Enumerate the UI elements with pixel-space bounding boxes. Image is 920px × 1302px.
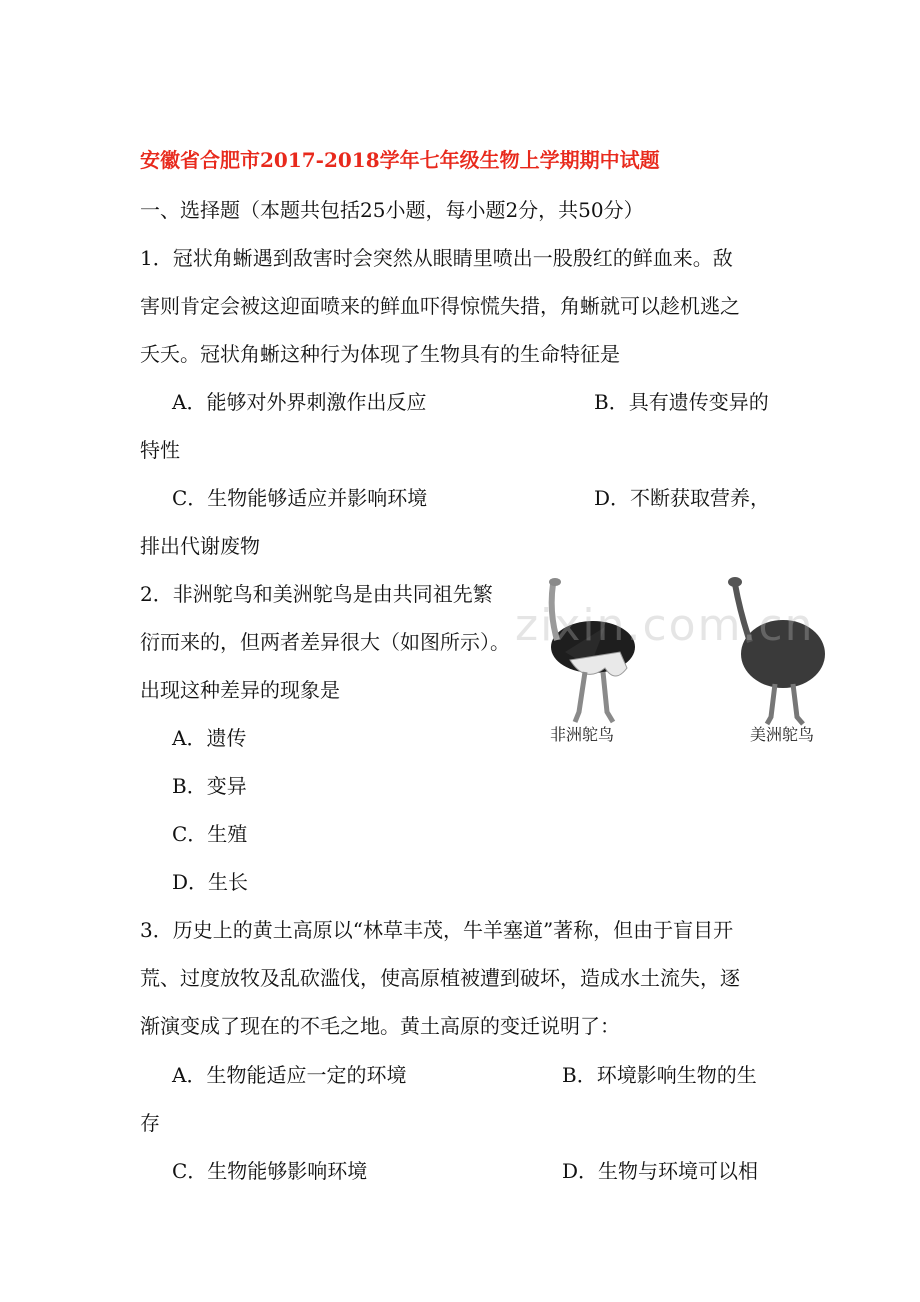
q1-stem-line3: 夭夭。冠状角蜥这种行为体现了生物具有的生命特征是 xyxy=(140,342,620,366)
q1-option-b: B．具有遗传变异的 xyxy=(594,390,769,414)
q1-option-b-cont: 特性 xyxy=(140,438,180,462)
q3-option-a: A．生物能适应一定的环境 xyxy=(172,1063,407,1087)
q2-stem-line1: 2．非洲鸵鸟和美洲鸵鸟是由共同祖先繁 xyxy=(140,582,493,606)
q2-option-a: A．遗传 xyxy=(172,726,247,750)
q1-stem-line2: 害则肯定会被这迎面喷来的鲜血吓得惊慌失措，角蜥就可以趁机逃之 xyxy=(140,294,740,318)
q2-stem-line3: 出现这种差异的现象是 xyxy=(140,678,340,702)
q1-option-d: D．不断获取营养， xyxy=(594,486,771,510)
q2-option-d: D．生长 xyxy=(172,870,249,894)
q2-option-b: B．变异 xyxy=(172,774,247,798)
q1-option-a: A．能够对外界刺激作出反应 xyxy=(172,390,427,414)
q3-option-b: B．环境影响生物的生 xyxy=(562,1063,757,1087)
section-heading: 一、选择题（本题共包括25小题，每小题2分，共50分） xyxy=(140,198,644,222)
q1-option-c: C．生物能够适应并影响环境 xyxy=(172,486,428,510)
watermark: zixin.com.cn xyxy=(515,600,815,651)
q3-option-d: D．生物与环境可以相 xyxy=(562,1159,759,1183)
q2-option-c: C．生殖 xyxy=(172,822,248,846)
q1-option-d-cont: 排出代谢废物 xyxy=(140,534,260,558)
q3-option-b-cont: 存 xyxy=(140,1111,160,1135)
page-title: 安徽省合肥市2017-2018学年七年级生物上学期期中试题 xyxy=(140,148,660,172)
q3-option-c: C．生物能够影响环境 xyxy=(172,1159,368,1183)
q1-stem-line1: 1．冠状角蜥遇到敌害时会突然从眼睛里喷出一股殷红的鲜血来。敌 xyxy=(140,246,733,270)
caption-american-ostrich: 美洲鸵鸟 xyxy=(750,725,815,744)
q2-stem-line2: 衍而来的，但两者差异很大（如图所示）。 xyxy=(140,630,510,654)
caption-african-ostrich: 非洲鸵鸟 xyxy=(550,725,615,744)
q3-stem-line2: 荒、过度放牧及乱砍滥伐，使高原植被遭到破坏，造成水土流失，逐 xyxy=(140,966,740,990)
q3-stem-line1: 3．历史上的黄土高原以“林草丰茂，牛羊塞道”著称，但由于盲目开 xyxy=(140,918,734,942)
q3-stem-line3: 渐演变成了现在的不毛之地。黄土高原的变迁说明了： xyxy=(140,1014,620,1038)
ostrich-figure xyxy=(535,572,835,752)
